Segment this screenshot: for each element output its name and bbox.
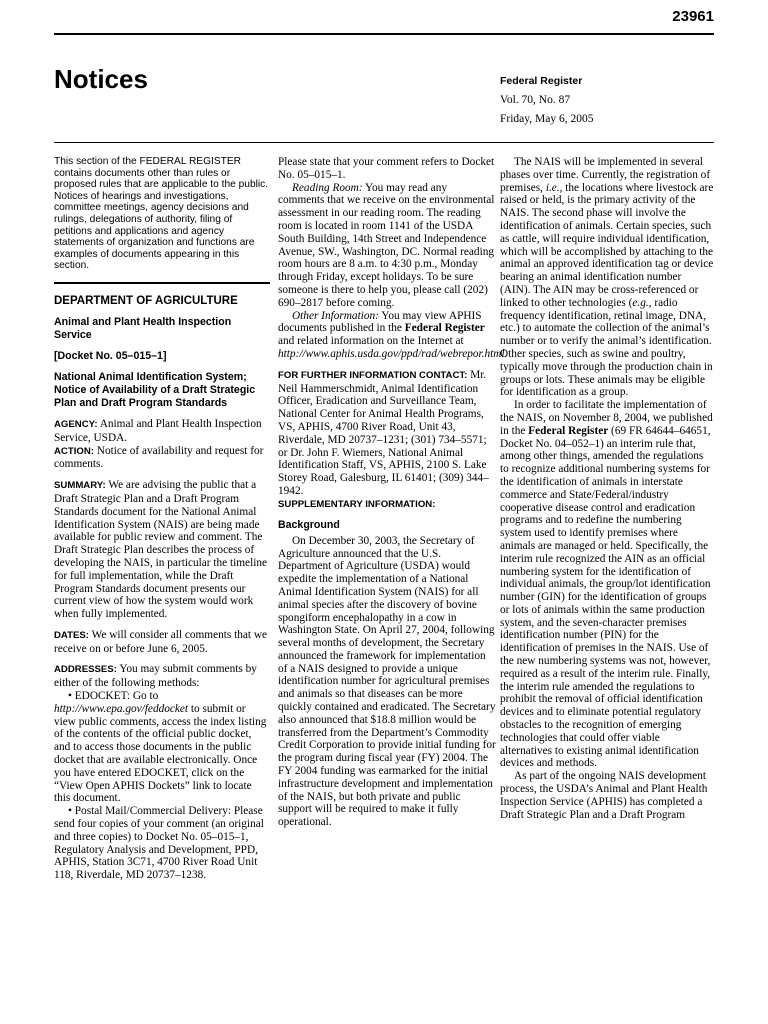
nais-phases-paragraph bbox=[500, 156, 714, 399]
dates-text: We will consider all comments that we receive on or before June 6, 2005. bbox=[54, 628, 268, 655]
addresses-paragraph bbox=[54, 663, 270, 690]
p2-federal-register: Federal Register bbox=[528, 424, 609, 437]
action-text: Notice of availability and request for comments. bbox=[54, 444, 264, 471]
docket-number: [Docket No. 05–015–1] bbox=[54, 349, 167, 362]
document-title: National Animal Identification System; Notice of Availability of a Draft Strategic Plan and Draft Program Standards bbox=[54, 370, 256, 409]
dates-paragraph bbox=[54, 629, 270, 656]
summary-label: SUMMARY: bbox=[54, 480, 106, 492]
column-rule bbox=[54, 282, 270, 284]
p2-part-a: In order to facilitate the implementation of the NAIS, on November 8, 2004, we published in the bbox=[500, 399, 713, 437]
column-2 bbox=[278, 156, 508, 829]
background-heading: Background bbox=[278, 518, 340, 531]
other-info-text2: and related information on the Internet at bbox=[278, 335, 464, 348]
p1-eg: e.g. bbox=[632, 296, 649, 309]
page-number: 23961 bbox=[672, 8, 714, 25]
header-rule bbox=[54, 142, 714, 143]
other-info-text1: You may view APHIS documents published in the bbox=[278, 309, 482, 335]
contact-paragraph bbox=[278, 369, 496, 498]
register-info bbox=[500, 72, 593, 129]
other-info-label: Other Information: bbox=[292, 309, 379, 322]
background-paragraph: On December 30, 2003, the Secretary of Agriculture announced that the U.S. Department of Agriculture (USDA) would expedite the implementation of a National Animal Identification System (NAIS) for all animal species after the discovery of bovine spongiform encephalopathy in a cow in Washington State. On April 27, 2004, following several months of development, the Secretary announced the framework for implementation of a NAIS designed to provide a unique identification number for agricultural premises and animals so that diseases can be more quickly contained and eradicated. The Secretary also announced that $18.8 million would be transferred from the Department’s Commodity Credit Corporation to provide initial funding for the program during fiscal year (FY) 2004. The FY 2004 funding was earmarked for the initial infrastructure development and implementation of the NAIS, but both private and public support will be required to make it fully operational. bbox=[278, 534, 496, 829]
service-heading: Animal and Plant Health Inspection Service bbox=[54, 315, 232, 341]
p2-part-b: (69 FR 64644–64651, Docket No. 04–052–1) an interim rule that, among other things, amended the regulations to recognize additional numbering systems for the identification of animals in interstate commerce and State/Federal/industry cooperative disease control and eradication programs and to redefine the numbering system used to identify premises where animals are managed or held. Specifically, the interim rule recognized the AIN as an official numbering system for the identification of individual animals, the group/lot identification number (GIN) for the identification of groups or lots of animals within the same production system, and the seven-character premises identification number (PIN) for the identification of premises in the NAIS. Use of the new numbering systems was not, however, required as a result of the interim rule. Finally, the interim rule amended the regulations to prohibit the removal of official identification devices and to eliminate potential regulatory obstacles to the recognition of emerging technologies that could offer viable alternatives to existing animal identification devices and methods. bbox=[500, 424, 711, 770]
action-label: ACTION: bbox=[54, 445, 94, 457]
dates-label: DATES: bbox=[54, 629, 89, 641]
addresses-text: You may submit comments by either of the following methods: bbox=[54, 663, 257, 690]
postal-bullet: • Postal Mail/Commercial Delivery: Please send four copies of your comment (an original and three copies) to Docket No. 05–015–1, Regulatory Analysis and Development, PPD, APHIS, Station 3C71, 4700 River Road Unit 118, Riverdale, MD 20737–1238. bbox=[54, 805, 264, 882]
department-heading: DEPARTMENT OF AGRICULTURE bbox=[54, 294, 238, 307]
summary-paragraph bbox=[54, 479, 270, 621]
reading-room-label: Reading Room: bbox=[292, 181, 363, 194]
edocket-link[interactable]: http://www.epa.gov/feddocket bbox=[54, 702, 189, 715]
supplementary-label: SUPPLEMENTARY INFORMATION: bbox=[278, 498, 436, 510]
bullet1-pre: • EDOCKET: Go to bbox=[68, 690, 159, 703]
agency-paragraph bbox=[54, 418, 270, 445]
agency-text: Animal and Plant Health Inspection Service, USDA. bbox=[54, 417, 262, 444]
development-paragraph: As part of the ongoing NAIS development process, the USDA’s Animal and Plant Health Inspection Service (APHIS) has completed a Draft Strategic Plan and a Draft Program bbox=[500, 770, 708, 821]
p1-ie: i.e. bbox=[545, 181, 560, 194]
p1-part-a: The NAIS will be implemented in several phases over time. Currently, the registration of premises, bbox=[500, 156, 711, 194]
aphis-link[interactable]: http://www.aphis.usda.gov/ppd/rad/webrepor.html. bbox=[278, 347, 508, 360]
action-paragraph bbox=[54, 445, 270, 472]
p1-part-c: , radio frequency identification, retinal image, DNA, etc.) to automate the collection of the animal’s number or to verify the animal’s identification. Other species, such as swine and poultry, typically move through the production chain in groups or lots. These animals may be eligible for identification as a group. bbox=[500, 296, 713, 399]
column-1 bbox=[54, 156, 270, 882]
agency-label: AGENCY: bbox=[54, 418, 98, 430]
interim-rule-paragraph bbox=[500, 399, 714, 770]
contact-text: Mr. Neil Hammerschmidt, Animal Identification Officer, Eradication and Surveillance Team, National Center for Animal Health Programs, VS, APHIS, 4700 River Road, Unit 43, Riverdale, MD 20737–1231; (301) 734–5571; or Dr. John F. Wiemers, National Animal Identification Staff, VS, APHIS, 2100 S. Lake Storey Road, Galesburg, IL 61401; (309) 344–1942. bbox=[278, 368, 489, 497]
top-rule bbox=[54, 33, 714, 35]
p1-part-b: , the locations where livestock are raised or held, is the primary activity of the NAIS. The second phase will involve the identification of animals. Certain species, such as cattle, will require individual identification, which will be accomplished by attaching to the animal an approved identification tag or device bearing an animal identification number (AIN). The AIN may be cross-referenced or linked to other technologies ( bbox=[500, 181, 714, 309]
docket-reference: Please state that your comment refers to Docket No. 05–015–1. bbox=[278, 156, 495, 181]
contact-label: FOR FURTHER INFORMATION CONTACT: bbox=[278, 369, 468, 381]
other-info-paragraph bbox=[278, 309, 508, 361]
edocket-bullet bbox=[54, 690, 270, 805]
addresses-label: ADDRESSES: bbox=[54, 664, 117, 676]
column-3 bbox=[500, 156, 714, 821]
register-volume: Vol. 70, No. 87 bbox=[500, 94, 571, 106]
register-date: Friday, May 6, 2005 bbox=[500, 113, 594, 125]
federal-register-ref: Federal Register bbox=[404, 322, 485, 335]
register-name: Federal Register bbox=[500, 75, 583, 87]
reading-room-paragraph bbox=[278, 182, 496, 310]
section-title: Notices bbox=[54, 64, 148, 94]
reading-room-text: You may read any comments that we receive on the environmental assessment in our reading room. The reading room is located in room 1141 of the USDA South Building, 14th Street and Independence Avenue, SW., Washington, DC. Normal reading room hours are 8 a.m. to 4:30 p.m., Monday through Friday, except holidays. To be sure someone is there to help you, please call (202) 690–2817 before coming. bbox=[278, 181, 495, 309]
section-intro: This section of the FEDERAL REGISTER contains documents other than rules or proposed rules that are applicable to the public. Notices of hearings and investigations, committee meetings, agency decisions and rulings, delegations of authority, filing of petitions and applications and agency statements of organization and functions are examples of documents appearing in this section. bbox=[54, 156, 269, 272]
bullet1-post: to submit or view public comments, access the index listing of the contents of the official public docket, and to access those documents in the public docket that are available electronically. Once you have entered EDOCKET, click on the “View Open APHIS Dockets” link to locate this document. bbox=[54, 702, 267, 805]
summary-text: We are advising the public that a Draft Strategic Plan and a Draft Program Standards document for the National Animal Identification System (NAIS) are being made available for public review and comment. The Draft Strategic Plan describes the process of developing the NAIS, in particular the timeline for full implementation, while the Draft Program Standards document presents our current view of how the system would work when fully implemented. bbox=[54, 479, 268, 621]
